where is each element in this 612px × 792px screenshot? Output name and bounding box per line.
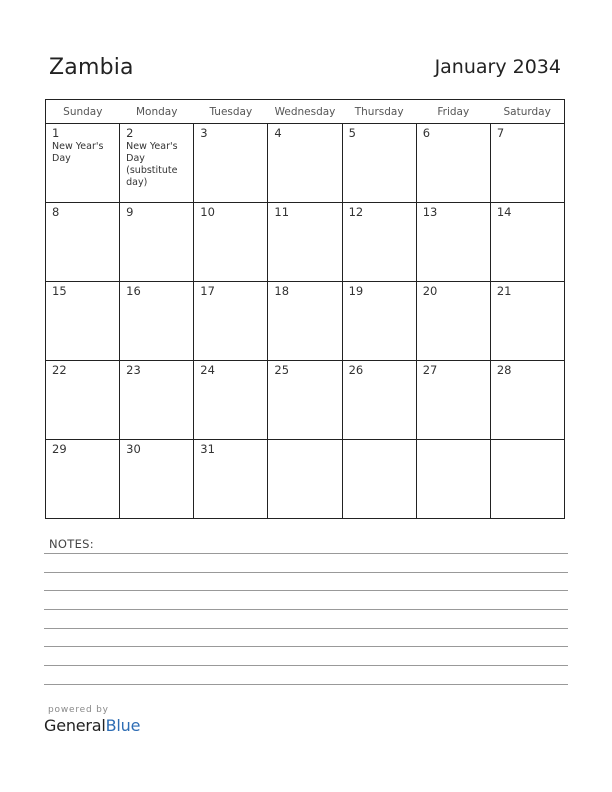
day-number: 30 xyxy=(126,442,141,456)
day-number: 12 xyxy=(348,205,364,219)
weekday-header: Wednesday xyxy=(268,100,342,124)
day-cell-empty xyxy=(268,440,342,519)
day-number: 1 xyxy=(52,126,60,140)
day-number: 25 xyxy=(274,363,290,377)
weekday-header: Sunday xyxy=(46,100,120,124)
day-number: 3 xyxy=(200,126,208,140)
day-cell xyxy=(342,124,416,203)
day-cell xyxy=(268,282,342,361)
day-cell xyxy=(268,361,342,440)
day-number: 8 xyxy=(52,205,60,219)
note-line xyxy=(44,628,568,629)
day-cell xyxy=(416,361,490,440)
day-cell xyxy=(46,203,120,282)
note-line xyxy=(44,646,568,647)
day-cell xyxy=(194,124,268,203)
week-row xyxy=(46,361,565,440)
day-cell xyxy=(342,203,416,282)
day-cell xyxy=(268,203,342,282)
month-year-title: January 2034 xyxy=(434,56,561,78)
day-number: 17 xyxy=(200,284,215,298)
day-number: 9 xyxy=(126,205,134,219)
day-cell xyxy=(120,124,194,203)
day-cell xyxy=(490,361,564,440)
day-cell xyxy=(490,203,564,282)
day-number: 26 xyxy=(348,363,364,377)
holiday-label: New Year's Day xyxy=(52,141,104,164)
day-cell xyxy=(416,282,490,361)
day-number: 23 xyxy=(126,363,141,377)
day-cell xyxy=(268,124,342,203)
day-cell-empty xyxy=(342,440,416,519)
day-cell xyxy=(120,203,194,282)
day-cell-empty xyxy=(490,440,564,519)
day-number: 20 xyxy=(422,284,438,298)
holiday-label: New Year's Day (substitute day) xyxy=(126,141,178,188)
day-number: 21 xyxy=(496,284,512,298)
day-number: 10 xyxy=(200,205,215,219)
day-number: 14 xyxy=(496,205,512,219)
week-row xyxy=(46,282,565,361)
note-line xyxy=(44,553,568,554)
generalblue-logo xyxy=(44,716,140,735)
day-number: 22 xyxy=(52,363,67,377)
day-cell-empty xyxy=(416,440,490,519)
day-number: 11 xyxy=(274,205,290,219)
note-line xyxy=(44,684,568,685)
calendar-grid xyxy=(45,99,565,519)
weekday-header: Saturday xyxy=(490,100,564,124)
day-cell xyxy=(490,124,564,203)
day-cell xyxy=(194,282,268,361)
day-cell xyxy=(46,282,120,361)
weekday-header: Friday xyxy=(416,100,490,124)
weekday-header: Tuesday xyxy=(194,100,268,124)
day-cell xyxy=(46,361,120,440)
day-number: 27 xyxy=(422,363,438,377)
weekday-header: Thursday xyxy=(342,100,416,124)
day-number: 2 xyxy=(126,126,134,140)
day-number: 6 xyxy=(422,126,431,140)
day-cell xyxy=(120,282,194,361)
weekday-header-row xyxy=(46,100,565,124)
day-cell xyxy=(120,361,194,440)
day-number: 28 xyxy=(496,363,512,377)
day-number: 24 xyxy=(200,363,215,377)
day-cell xyxy=(194,440,268,519)
day-number: 19 xyxy=(348,284,364,298)
day-cell xyxy=(416,124,490,203)
day-cell xyxy=(46,124,120,203)
logo-text-blue: Blue xyxy=(105,716,141,735)
note-line xyxy=(44,665,568,666)
day-number: 15 xyxy=(52,284,67,298)
day-cell xyxy=(416,203,490,282)
day-cell xyxy=(120,440,194,519)
weekday-header: Monday xyxy=(120,100,194,124)
week-row xyxy=(46,124,565,203)
day-cell xyxy=(194,361,268,440)
day-number: 29 xyxy=(52,442,67,456)
day-cell xyxy=(194,203,268,282)
day-cell xyxy=(490,282,564,361)
day-number: 31 xyxy=(200,442,215,456)
day-number: 7 xyxy=(496,126,505,140)
day-cell xyxy=(46,440,120,519)
note-line xyxy=(44,590,568,591)
country-title: Zambia xyxy=(49,55,134,80)
day-number: 18 xyxy=(274,284,290,298)
day-cell xyxy=(342,361,416,440)
notes-label: NOTES: xyxy=(49,537,94,551)
day-cell xyxy=(342,282,416,361)
powered-by-text: powered by xyxy=(48,705,109,715)
note-line xyxy=(44,609,568,610)
week-row xyxy=(46,440,565,519)
logo-text-general: General xyxy=(44,716,106,735)
note-line xyxy=(44,572,568,573)
day-number: 5 xyxy=(348,126,356,140)
day-number: 13 xyxy=(422,205,438,219)
day-number: 16 xyxy=(126,284,141,298)
day-number: 4 xyxy=(274,126,282,140)
week-row xyxy=(46,203,565,282)
